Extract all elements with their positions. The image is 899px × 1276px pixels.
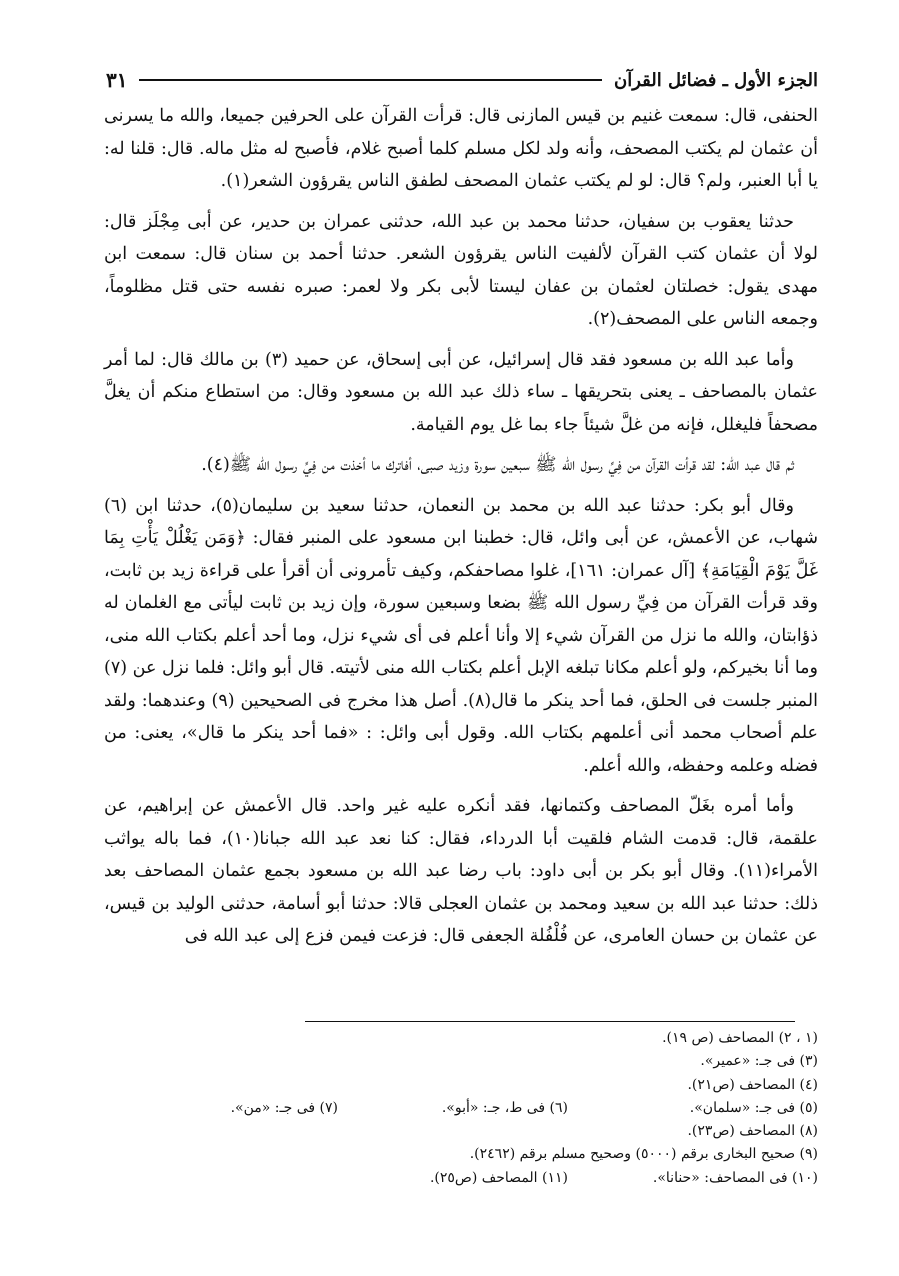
footnote: (١١) المصاحف (ص٢٥). bbox=[429, 1169, 568, 1186]
footnotes bbox=[104, 1027, 818, 1190]
footnote: (٥) فى جـ: «سلمان». bbox=[689, 1099, 818, 1116]
footnote: (٣) فى جـ: «عمير». bbox=[700, 1053, 818, 1070]
paragraph: الحنفى، قال: سمعت غنيم بن قيس المازنى قال: قرأت القرآن على الحرفين جميعا، والله ما يسرنى أن عثمان لم يكتب المصحف، وأنه ولد لكل مسلم كلما أصبح غلام، فأصبح له مثل ماله. قال: قلنا له: يا أبا العنبر، ولم؟ قال: لو لم يكتب عثمان المصحف لطفق الناس يقرؤون الشعر(١). bbox=[104, 106, 818, 191]
paragraph: حدثنا يعقوب بن سفيان، حدثنا محمد بن عبد الله، حدثنى عمران بن حدير، عن أبى مِجْلَز قال: لولا أن عثمان كتب القرآن لألفيت الناس يقرؤون الشعر. حدثنا أحمد بن سنان قال: سمعت ابن مهدى يقول: خصلتان لعثمان بن عفان ليستا لأبى بكر ولا لعمر: صبره نفسه حتى قتل مظلوماً، وجمعه الناس على المصحف(٢). bbox=[104, 211, 818, 329]
footnote: (١ ، ٢) المصاحف (ص ١٩). bbox=[662, 1030, 818, 1046]
footnote-row bbox=[104, 1143, 818, 1166]
footnote-row bbox=[104, 1097, 818, 1120]
footnote-row bbox=[104, 1074, 818, 1097]
footnote-row bbox=[104, 1167, 818, 1190]
paragraph: وقال أبو بكر: حدثنا عبد الله بن محمد بن النعمان، حدثنا سعيد بن سليمان(٥)، حدثنا ابن (٦) شهاب، عن الأعمش، عن أبى وائل، قال: خطبنا ابن مسعود على المنبر فقال: ﴿وَمَن يَغْلُلْ يَأْتِ بِمَا غَلَّ يَوْمَ الْقِيَامَةِ﴾ [آل عمران: ١٦١]، غلوا مصاحفكم، وكيف تأمرونى أن أقرأ على قراءة زيد بن ثابت، وقد قرأت القرآن من فِيِّ رسول الله ﷺ بضعا وسبعين سورة، وإن زيد بن ثابت ليأتى مع الغلمان له ذؤابتان، والله ما نزل من القرآن شيء إلا وأنا أعلم فى أى شيء نزل، وما أحد أعلم بكتاب الله منى، وما أنا بخيركم، ولو أعلم مكانا تبلغه الإبل أعلم بكتاب الله منى لأتيته. قال أبو وائل: فلما نزل عن (٧) المنبر جلست فى الحلق، فما أحد ينكر ما قال(٨). أصل هذا مخرج فى الصحيحين (٩) وعندهما: ولقد علم أصحاب محمد أنى أعلمهم بكتاب الله. وقول أبى وائل: : «فما أحد ينكر ما قال»، يعنى: من فضله وعلمه وحفظه، والله أعلم. bbox=[104, 495, 818, 776]
footnote-row bbox=[104, 1120, 818, 1143]
footnote: (٧) فى جـ: «من». bbox=[230, 1099, 338, 1116]
footnote: (١٠) فى المصاحف: «حنانا». bbox=[652, 1169, 818, 1186]
footnote-separator bbox=[305, 1021, 795, 1022]
footnote: (٨) المصاحف (ص٢٣). bbox=[687, 1123, 818, 1140]
page-header bbox=[106, 62, 818, 98]
header-rule bbox=[139, 79, 602, 81]
footnote-row bbox=[104, 1027, 818, 1050]
paragraph: وأما أمره بغَلّ المصاحف وكتمانها، فقد أنكره عليه غير واحد. قال الأعمش عن إبراهيم، عن علقمة، قال: قدمت الشام فلقيت أبا الدرداء، فقال: كنا نعد عبد الله جبانا(١٠)، فما باله يواثب الأمراء(١١). وقال أبو بكر بن أبى داود: باب رضا عبد الله بن مسعود بجمع عثمان المصاحف بعد ذلك: حدثنا عبد الله بن سعيد ومحمد بن عثمان العجلى قالا: حدثنا أبو أسامة، حدثنى الوليد بن قيس، عن عثمان بن حسان العامرى، عن فُلْفُلة الجعفى قال: فزعت فيمن فزع إلى عبد الله فى bbox=[104, 796, 819, 946]
paragraph: وأما عبد الله بن مسعود فقد قال إسرائيل، عن أبى إسحاق، عن حميد (٣) بن مالك قال: لما أمر عثمان بالمصاحف ـ يعنى بتحريقها ـ ساء ذلك عبد الله بن مسعود وقال: من استطاع منكم أن يغلَّ مصحفاً فليغلل، فإنه من غلَّ شيئاً جاء بما غل يوم القيامة. bbox=[104, 349, 818, 435]
footnote-row bbox=[104, 1050, 818, 1073]
footnote: (٩) صحيح البخارى برقم (٥٠٠٠) وصحيح مسلم برقم (٢٤٦٢). bbox=[469, 1146, 818, 1163]
page-number: ٣١ bbox=[106, 68, 128, 92]
footnote: (٤) المصاحف (ص٢١). bbox=[687, 1076, 818, 1093]
paragraph: ثم قال عبد الله: لقد قرأت القرآن من فِيِّ رسول الله ﷺ سبعين سورة وزيد صبى، أفاترك ما أخذت من فِيِّ رسول الله ﷺ(٤). bbox=[201, 455, 794, 475]
main-text bbox=[104, 100, 818, 961]
running-title: الجزء الأول ـ فضائل القرآن bbox=[614, 69, 818, 91]
footnote: (٦) فى ط، جـ: «أبو». bbox=[441, 1099, 568, 1116]
